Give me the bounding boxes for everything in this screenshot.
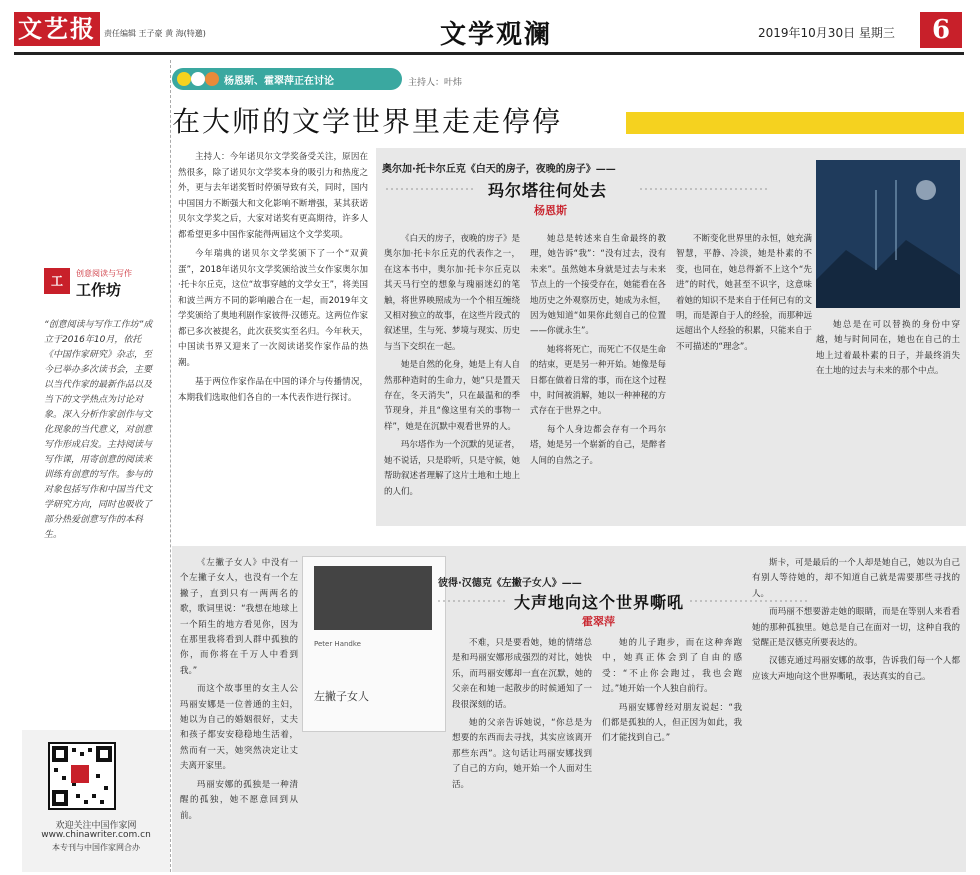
article-paragraph: 汉德克通过玛丽安娜的故事，告诉我们每一个人都应该大声地向这个世界嘶吼，表达真实的自己。 <box>752 656 960 682</box>
masthead-rule <box>14 52 964 55</box>
article2-column <box>452 636 592 796</box>
workshop-intro: “创意阅读与写作工作坊”成立于2016年10月，依托《中国作家研究》杂志，至今已举办多次读书会，主要以当代作家的最新作品以及当下的文学热点为讨论对象。深入分析作家创作与文化现象的当代意义，对创意写作形成启发。主持阅读与写作课，用寄创意的阅读来训练有创意的写作。参与的对象包括写作和中国当代文学研究方向，同时也吸收了部分热爱创意写作的本科生。 <box>44 320 153 540</box>
issue-date: 2019年10月30日 星期三 <box>758 26 895 40</box>
article1-author: 杨恩斯 <box>534 204 567 217</box>
participants-avatar-icon <box>176 71 220 87</box>
dotted-ornament <box>640 185 770 193</box>
qr-center-mark <box>71 765 89 783</box>
book-cover-image <box>816 160 960 308</box>
host-intro <box>178 150 368 410</box>
article-paragraph: 她将将死亡，而死亡不仅是生命的结束，更是另一种开始。她像是每日都在做着日常的事，而在这个过程中，时间被消解，她以一种神秘的方式存在于世界之中。 <box>530 344 667 417</box>
page-headline: 在大师的文学世界里走走停停 <box>172 105 563 138</box>
article-paragraph: 玛丽安娜的孤独是一种清醒的孤独，她不愿意回到从前。 <box>180 779 298 821</box>
section-title: 文学观澜 <box>440 20 553 50</box>
article-paragraph: 玛丽安娜曾经对朋友说起：“我们都是孤独的人，但正因为如此，我们才能找到自己。” <box>602 702 742 744</box>
article2-title: 大声地向这个世界嘶吼 <box>514 593 685 612</box>
article-paragraph: 《左撇子女人》中没有一个左撇子女人，也没有一个左撇子，直到只有一两两名的歌，歌词里说：“我想在地球上一个陌生的地方看见你，因为在那里我将看到人群中孤独的你，而你将在千万人中看到我。” <box>180 558 298 676</box>
page-number: 6 <box>920 12 962 48</box>
workshop-title: 工作坊 <box>76 281 122 299</box>
host-paragraph: 今年瑞典的诺贝尔文学奖颁下了一个“双黄蛋”，2018年诺贝尔文学奖颁给波兰女作家奥尔加·托卡尔丘克，这位“故事穿越的文学女王”，将美国和波兰两方不同的影响融合在一起，而2019年文学奖颁给了奥地利剧作家彼得·汉德克。这两位作家都已多次被提名，此次获奖实至名归。今年秋天，中国读书界又迎来了一次阅读诺奖作家作品的热潮。 <box>178 249 369 368</box>
article-paragraph: 斯卡，可是最后的一个人却是她自己，她以为自己有别人等待她的，却不知道自己就是需要那些寻找的人。 <box>752 558 960 599</box>
article1-column <box>816 318 960 383</box>
article1-column <box>530 232 666 472</box>
qr-note: 本专刊与中国作家网合办 <box>52 843 140 852</box>
article-paragraph: 而这个故事里的女主人公玛丽安娜是一位普通的主妇，她以为自己的婚姻很好，丈夫和孩子都安安稳稳地生活着，然而有一天，她突然决定让丈夫离开家里。 <box>180 684 298 772</box>
article2-column <box>602 636 742 750</box>
topic-host: 主持人：叶炜 <box>408 78 463 88</box>
article-paragraph: 而玛丽不想要游走她的眼睛，而是在等别人来看看她的那种孤独里。她总是自己在面对一切，这种自我的觉醒正是汉德克所要表达的。 <box>752 607 960 649</box>
editors-line: 责任编辑 王子豪 黄 海(特邀) <box>104 29 206 38</box>
book-cover-photo <box>314 566 432 630</box>
article-paragraph: 她是自然的化身，她是上有人自然那种造时的生命力，她“只是置天存在，冬天消失”，只在最温和的季节现身，并且“像这里有关的事物一样”，她是在沉默中观看世界的人。 <box>384 360 521 432</box>
headline-accent-bar <box>626 112 964 134</box>
article-paragraph: 她总是转述来自生命最终的教理，她告诉“我”：“没有过去，没有未来”。虽然她本身就是过去与未来节点上的一个接受存在，她能看在各地历史之外观察历史，她成为永恒，因为她知道“如果你此刻自己的位置——你就永生”。 <box>530 234 667 337</box>
article1-column <box>676 232 812 358</box>
book-cover-title: 左撇子女人 <box>314 690 369 703</box>
article1-subtitle: 奥尔加·托卡尔丘克《白天的房子，夜晚的房子》—— <box>382 164 616 175</box>
topic-banner-text: 杨恩斯、霍翠萍正在讨论 <box>224 76 334 87</box>
workshop-subtitle: 创意阅读与写作 <box>76 269 132 278</box>
host-paragraph: 主持人：今年诺贝尔文学奖备受关注，原因在然很多，除了诺贝尔文学奖本身的吸引力和热度之外，更与去年诺奖暂时停颁导致有关，同时，国内中国国力不断强大和文化影响不断增强，某其获诺贝尔文学奖之后，大家对诺奖有更高期待，许多人都希望更多中国作家能得两届这个文学奖项。 <box>178 152 368 240</box>
qr-caption: 欢迎关注中国作家网 <box>55 821 137 831</box>
article1-column <box>384 232 520 503</box>
dotted-ornament <box>386 185 474 193</box>
article-paragraph: 她的儿子跑步，而在这种奔跑中，她真正体会到了自由的感受：“不止你会跑过，我也会跑过。”她开始一个人独自前行。 <box>602 638 742 695</box>
article2-column <box>752 556 960 688</box>
article1-title: 玛尔塔往何处去 <box>488 181 608 200</box>
article-paragraph: 玛尔塔作为一个沉默的见证者，她不说话，只是聆听，只是守候，她帮助叙述者理解了这片土地和土地上的人们。 <box>384 440 521 497</box>
dotted-ornament <box>438 597 508 605</box>
newspaper-logo: 文艺报 <box>14 12 100 46</box>
host-paragraph: 基于两位作家作品在中国的译介与传播情况，本期我们选取他们各自的一本代表作进行探讨。 <box>178 377 368 403</box>
qr-url[interactable]: www.chinawriter.com.cn <box>41 830 151 840</box>
article2-author: 霍翠萍 <box>582 615 615 628</box>
article-paragraph: 她的父亲告诉她说，“你总是为想要的东西而去寻找，其实应该离开那些东西”。这句话让玛丽安娜找到了自己的方向，她开始一个人面对生活。 <box>452 718 592 790</box>
article-paragraph: 不断变化世界里的永恒，她充满智慧，平静、冷淡，她是朴素的不变，也同在，她总得新不上这个“先进”的时代，她甚至不识字，这意味着她的知识不是来自于任何已有的文明，而是源自于人的经验，而那种远远超出个人经验的积累，只能来自于不可描述的“理念”。 <box>676 234 813 352</box>
article-paragraph: 《白天的房子，夜晚的房子》是奥尔加·托卡尔丘克的代表作之一，在这本书中，奥尔加·托卡尔丘克以其天马行空的想象与瑰丽迷幻的笔触，将世界映照成为一个个相互缠绕又相对独立的故事，在这些片段式的叙述里，生与死、梦境与现实、历史与当下交织在一起。 <box>384 234 521 352</box>
article-paragraph: 不难，只是要看她，她的情绪总是和玛丽安娜形成强烈的对比，她快乐，而玛丽安娜却一直在沉默，她的父亲在和她一起散步的时候通知了一段很深刻的话。 <box>452 638 592 710</box>
book-cover-art <box>816 160 960 308</box>
article-paragraph: 每个人身边都会存有一个玛尔塔，她是另一个崭新的自己，是醉者人间的自然之子。 <box>530 424 667 466</box>
article2-subtitle: 彼得·汉德克《左撇子女人》—— <box>438 578 582 589</box>
article2-column <box>180 556 298 827</box>
article-paragraph: 她总是在可以替换的身份中穿越，她与时间同在，她也在自己的土地上过着最朴素的日子，并最终消失在土地的过去与未来的那个中点。 <box>816 320 960 377</box>
book-cover-author: Peter Handke <box>314 640 361 648</box>
workshop-logo-icon: 工 <box>44 268 70 294</box>
